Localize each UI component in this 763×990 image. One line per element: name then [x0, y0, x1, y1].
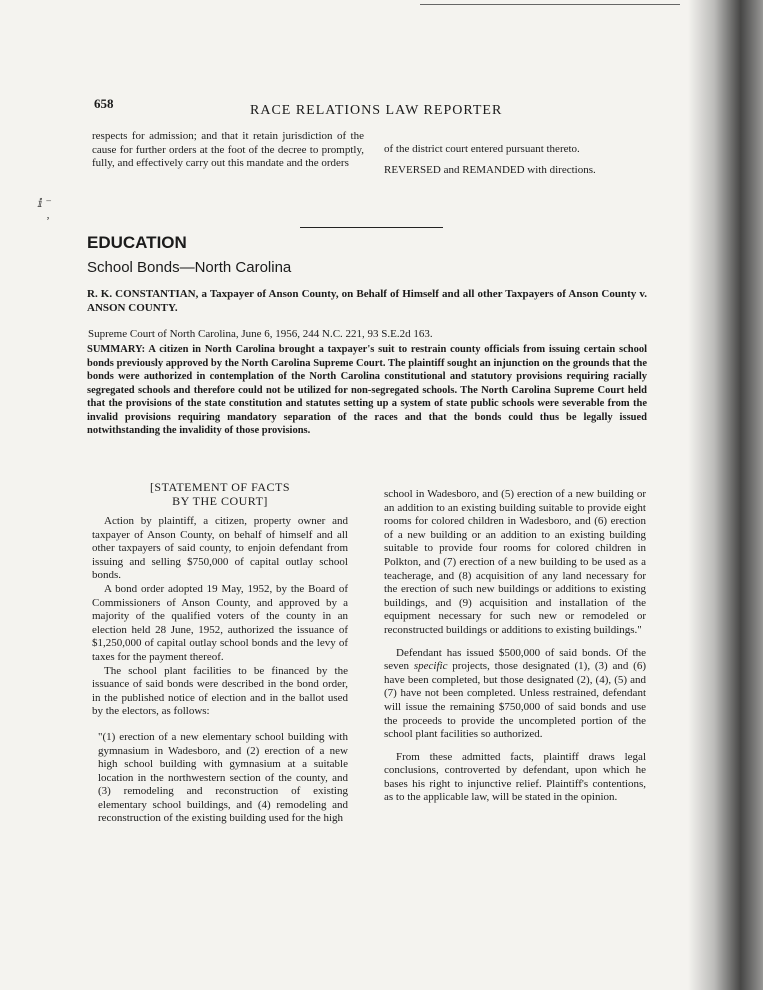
body-paragraph: The school plant facilities to be financed by the issuance of said bonds were described in the bond order, in the published notice of election and in the ballot used by the electors, as follows:: [92, 664, 348, 718]
lower-right-column: [384, 488, 646, 805]
section-divider: [300, 227, 443, 228]
margin-mark: ⅈ ⁻: [38, 196, 52, 210]
body-paragraph: A bond order adopted 19 May, 1952, by the Board of Commissioners of Anson County, and approved by a majority of the qualified voters of the county in an election held 28 June, 1952, authorized the issuance of $1,250,000 of capital outlay school bonds and the levy of taxes for the payment thereof.: [92, 582, 348, 663]
body-paragraph: Action by plaintiff, a citizen, property owner and taxpayer of Anson County, on behalf of himself and all other taxpayers of said county, to enjoin defendant from issuing and selling $750,000 of capital outlay school bonds.: [92, 515, 348, 582]
scan-edge-shadow: [688, 0, 763, 990]
statement-heading-line1: [STATEMENT OF FACTS: [149, 480, 291, 494]
case-summary: [87, 343, 647, 438]
emphasis-text: specific: [413, 660, 448, 673]
statement-heading-line2: BY THE COURT]: [172, 494, 268, 508]
text-run: projects, those designated (1), (3) and (6) have been completed, but those designated (2), (4), (5) and (7) have not been completed. Unless restrained, defendant will issue the remaining $750,000 of said bonds and use the proceeds to provide the uncompleted portion of the school plant facilities so authorized.: [384, 660, 647, 741]
body-paragraph: school in Wadesboro, and (5) erection of a new building or an addition to an existing building suitable to provide eight rooms for colored children in Wadesboro, and (6) erection of a new building or an addition to an existing building suitable to provide four rooms for colored children in Polkton, and (7) erection of a new building to be used as a teacherage, and (8) acquisition of any land necessary for the erection of such new buildings or additions to existing buildings, and (9) acquisition and installation of the equipment necessary for such new or remodeled or reconstructed buildings or additions to existing buildings.": [384, 488, 646, 636]
disposition: REVERSED and REMANDED with directions.: [384, 163, 596, 176]
summary-label: SUMMARY:: [87, 344, 146, 355]
case-caption: R. K. CONSTANTIAN, a Taxpayer of Anson County, on Behalf of Himself and all other Taxpayers of Anson County v. ANSON COUNTY.: [87, 288, 647, 314]
margin-mark: ʼ: [46, 214, 50, 228]
running-head: RACE RELATIONS LAW REPORTER: [250, 103, 503, 118]
top-scan-rule: [420, 4, 680, 5]
lower-left-column: [92, 515, 348, 826]
summary-text: A citizen in North Carolina brought a taxpayer's suit to restrain county officials from issuing certain school bonds previously approved by the North Carolina Supreme Court. The plaintiff sought an injunction on the grounds that the bonds were authorized in contemplation of the North Carolina constitutional and statutory provisions requiring racially segregated schools and therefore could not be utilized for non-segregated schools. The North Carolina Supreme Court held that the provisions of the state constitution and statutes setting up a system of state public schools were severable from the invalid provisions requiring mandatory separation of the races and that the bonds could thus be legally issued notwithstanding the invalidity of those provisions.: [87, 344, 647, 436]
continued-paragraph-end: of the district court entered pursuant thereto.: [384, 143, 580, 155]
top-right-column: [384, 143, 646, 177]
section-subheading: School Bonds—North Carolina: [87, 259, 292, 276]
top-left-column: [92, 130, 364, 171]
text-run: Defendant has issued $500,000 of said bonds. Of the seven: [384, 646, 646, 673]
continued-paragraph: respects for admission; and that it retain jurisdiction of the cause for further orders at the foot of the decree to promptly, fully, and effectively carry out this mandate and the orders: [92, 130, 364, 170]
case-citation: Supreme Court of North Carolina, June 6, 1956, 244 N.C. 221, 93 S.E.2d 163.: [88, 328, 433, 340]
section-heading: EDUCATION: [87, 233, 187, 252]
body-paragraph: From these admitted facts, plaintiff draws legal conclusions, controverted by defendant, upon which he bases his right to injunctive relief. Plaintiff's contentions, as to the applicable law, will be stated in the opinion.: [384, 750, 646, 804]
page-number: 658: [94, 96, 114, 111]
statement-heading: [110, 480, 330, 508]
body-paragraph: [384, 647, 646, 742]
block-quote: "(1) erection of a new elementary school building with gymnasium in Wadesboro, and (2) erection of a new high school building with gymnasium at a suitable location in the northwestern section of the county, and (3) remodeling and reconstruction of existing elementary school buildings, and (4) remodeling and reconstruction of the existing building used for the high: [98, 730, 348, 825]
